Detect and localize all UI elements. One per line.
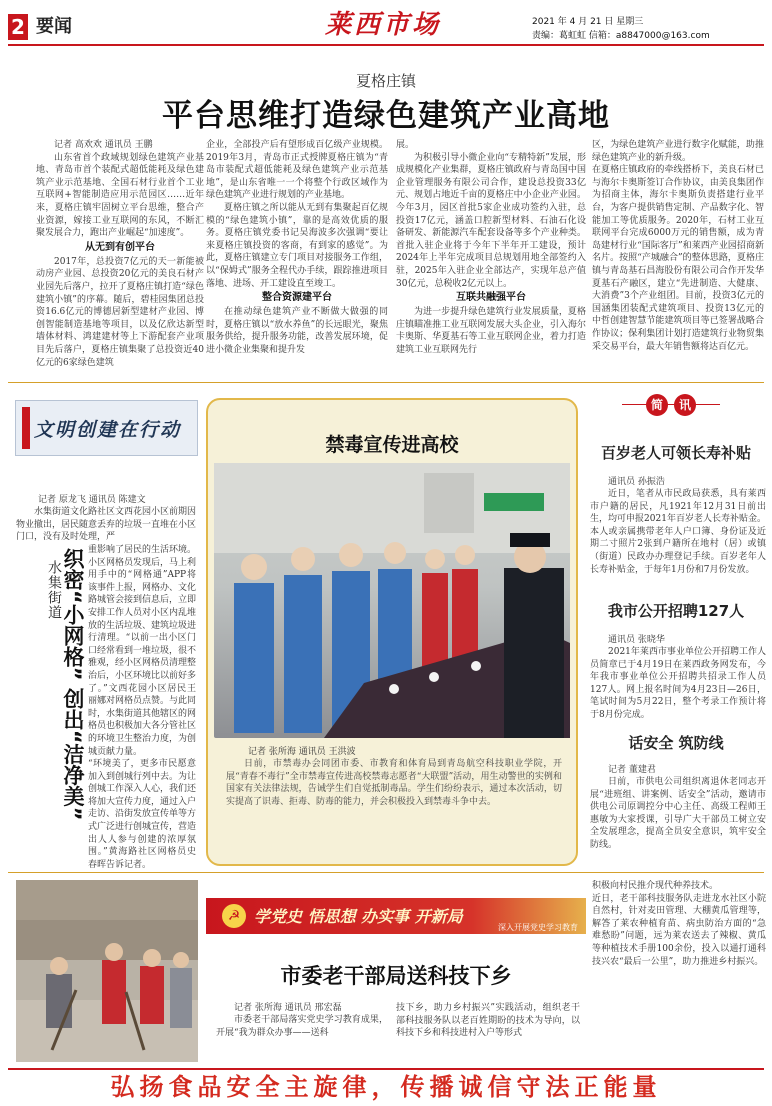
lead-column-4: 区，为绿色建筑产业进行数字化赋能，助推绿色建筑产业的新升级。 在夏格庄镇政府的牵线搭桥下，美良石材已与海尔卡奥斯签订合作协议，由美良集团作为招商主体，海尔卡奥斯负责搭建行业平台，为客户提供销售定制、产品数字化、智能加工等优质服务。2020年，石材工业互联网平台完成6000万元的销售额，成为青岛建材行业“国际客厅”和莱西产业园招商新名片。按照“产城融合”的整体思路，夏格庄镇与青岛基石昌海股份有限公司合作开发华夏基石产融区，建立“先进制造、大健康、大消费”3个产业组团。目前，投资3亿元的国涵集团装配式建筑项目、投资13亿元的中哲创建智慧节能建筑项目等已签署战略合作协议；保利集团计划打造建筑行业物贸集采交易平台，最大年销售额将达百亿元。 xyxy=(592,140,764,352)
campaign-banner-deco xyxy=(22,407,30,449)
lead-kicker: 夏格庄镇 xyxy=(355,72,416,90)
brief-body-1: 近日，笔者从市民政局获悉，具有莱西市户籍的居民，凡1921年12月31日前出生，均可申报2021年百岁老人长寿补贴金。本人或亲属携带老年人户口簿、身份证及近期二寸照片2张到户籍所在地村（居）或镇（街道）民政办办理登记手续。百岁老年人长寿补贴金，于每年1月份和7月份发放。 xyxy=(590,489,766,575)
party-byline: 记者 张所海 通讯员 邢宏磊 xyxy=(234,1003,342,1013)
lead-column-1 xyxy=(36,139,204,375)
brief-body-3: 日前，市供电公司组织离退休老同志开展“进班组、讲案例、话安全”活动，邀请市供电公司原调控分中心主任、高级工程师王惠敏为大家授课，引导广大干部员工树立安全发展理念，提高全员安全意识，筑牢安全防线。 xyxy=(590,777,766,850)
campaign-banner xyxy=(15,400,198,456)
campaign-vertical-kicker: 水集街道 xyxy=(46,560,62,620)
lead-col3-bottom: 为进一步提升绿色建筑行业发展质量，夏格庄镇瞄准推工业互联网发展大头企业，引入海尔卡奥斯、华夏基石等工业互联网企业，着力打造建筑工业互联网先行 xyxy=(396,307,586,355)
page-number-badge: 2 xyxy=(8,14,28,40)
footer-slogan: 弘扬食品安全主旋律，传播诚信守法正能量 xyxy=(110,1072,662,1101)
lead-col1-top: 山东省首个政域规划绿色建筑产业基地、青岛市首个装配式超低能耗及绿色建筑产业示范基地、全国石材行业首个工业互联网+智能制造应用示范园区……近年来，夏格庄镇牢固树立平台思维，整合产业资源，嫁接工业互联网的东风，不断汇聚发展合力，跑出产业崛起“加速度”。 xyxy=(36,152,204,239)
party-slogan: 学党史 悟思想 办实事 开新局 xyxy=(254,907,463,926)
lead-subhead-1: 从无到有创平台 xyxy=(85,241,155,253)
feature-byline: 记者 张所海 通讯员 王洪波 xyxy=(248,747,356,757)
campaign-vertical-headline: 织密“小网格” 创出“洁净美” xyxy=(61,548,85,821)
brief-title-1: 百岁老人可领长寿补贴 xyxy=(600,444,751,462)
lead-subhead-3: 互联共融强平台 xyxy=(456,292,526,304)
lead-col2-mid: 夏格庄镇之所以能从无到有集聚起百亿规模的“绿色建筑小镇”，靠的是高效优质的服务。夏格庄镇党委书记吴海波多次强调“要让来夏格庄镇投资的客商，有到家的感觉”。为此，夏格庄镇建立专门项目对接服务工作组，以“保姆式”服务全程代办手续，跟踪推进项目落地、进场、开工建设直至竣工。 xyxy=(206,202,388,289)
lead-col3-mid: 为积极引导小微企业向“专精特新”发展，形成规模化产业集群，夏格庄镇政府与青岛国中国企业管理服务有限公司合作，建设总投资33亿元、规划占地近千亩的夏格庄中小企业产业园。今年3月，园区首批5家企业成功签约入驻，总投资17亿元，涵盖口腔新型材料、石油石化设备研发、新能源汽车配套设备等多个产业种类。首批入驻企业将于今年下半年开工建设，预计2024年上半年完成项目总规划用地全部签约入驻，2025年入驻企业全部达产，实现年总产值30亿元，总税收2亿元以上。 xyxy=(396,152,586,289)
volunteer-photo xyxy=(16,880,198,1062)
brief-title-2: 我市公开招聘127人 xyxy=(607,602,745,620)
party-col3: 积极向村民推介现代种养技术。 近日，老干部科技服务队走进龙水社区小院自然村，针对麦田管理、大棚黄瓜管理等，解答了莱农种植育苗、病虫防治方面的“急难愁盼”问题，远为莱农送去了辣椒、黄瓜等种植技术手册100余份，投入以通打通科技兴农“最后一公里”，助力推进乡村振兴。 xyxy=(592,881,766,967)
feature-photo xyxy=(214,463,570,738)
section-divider xyxy=(8,382,764,383)
briefs-badge-left: 简 xyxy=(646,394,668,416)
brief-byline-2: 通讯员 张晓华 xyxy=(608,635,665,645)
header-rule xyxy=(8,44,764,46)
briefs-badge xyxy=(622,392,720,418)
party-col2: 技下乡，助力乡村振兴”实践活动，组织老干部科技服务队以老百姓期盼的技术为导向，以科技下乡和科技进村入户等形式 xyxy=(396,1003,580,1039)
lower-divider xyxy=(8,872,764,873)
campaign-banner-title: 文明创建在行动 xyxy=(34,419,182,441)
lead-col2-top: 企业，全部投产后有望形成百亿级产业规模。2019年3月，青岛市正式授牌夏格庄镇为“青岛市装配式超低能耗及绿色建筑产业示范基地”，是山东省唯一一个将整个行政区域作为绿色建筑产业进行规划的产业基地。 xyxy=(206,140,388,201)
party-headline: 市委老干部局送科技下乡 xyxy=(280,964,512,988)
masthead-logo: 莱西市场 xyxy=(325,10,442,40)
lead-column-2 xyxy=(206,139,388,375)
party-sub-slogan: 深入开展党史学习教育 xyxy=(498,923,578,932)
lead-headline: 平台思维打造绿色建筑产业高地 xyxy=(162,98,610,134)
brief-title-3: 话安全 筑防线 xyxy=(628,734,724,752)
feature-caption: 日前，市禁毒办会同团市委、市教育和体育局到青岛航空科技职业学院，开展“青春不毒行”全市禁毒宣传进高校禁毒志愿者“大联盟”活动，用生动警世的实例和国家有关法律法规，告诫学生们自觉抵制毒品。学生们纷纷表示，通过本次活动，切实提高了识毒、拒毒、防毒的能力，并会积极投入到禁毒斗争中去。 xyxy=(226,759,562,807)
lead-col3-top: 展。 xyxy=(396,140,415,150)
lead-col1-bottom: 2017年，总投资7亿元的天一新能被动房产业园、总投资20亿元的美良石材产业园先后落户，拉开了夏格庄镇打造“绿色建筑小镇”的序幕。随后，碧桂园集团总投资16.6亿元的博德居新型建材产业园、博创智能制造基地等项目，以及亿欣达新型墙体材料、鸿建建材等上下游配套产业项目先后落户，夏格庄镇集聚了总投资近40亿元的6家绿色建筑 xyxy=(36,256,204,368)
campaign-body-top: 水集街道文化路社区文西花园小区前期因物业撤出，居民随意丢弃的垃圾一直堆在小区门口，没有及时处理，严 xyxy=(16,507,197,543)
lead-byline: 记者 高欢欢 通讯员 王鹏 xyxy=(54,140,153,150)
party-banner xyxy=(206,898,586,934)
party-col1: 市委老干部局落实党史学习教育成果，开展“我为群众办事——送科 xyxy=(216,1015,388,1038)
lead-col2-bottom: 在推动绿色建筑产业不断做大做强的同时，夏格庄镇以“放水养鱼”的长远眼光，聚焦服务供给，提升服务功能，改善发展环境，促进小微企业集聚和提升发 xyxy=(206,307,388,355)
footer-rule xyxy=(8,1068,764,1070)
campaign-byline: 记者 原龙飞 通讯员 陈建文 xyxy=(38,495,146,505)
brief-byline-1: 通讯员 孙振浩 xyxy=(608,477,665,487)
brief-body-2: 2021年莱西市事业单位公开招聘工作人员简章已于4月19日在莱西政务网发布，今年我市事业单位公开招聘共招录工作人员127人。网上报名时间为4月23日—26日，笔试时间为5月22日，整个考录工作预计将于8月份完成。 xyxy=(590,647,766,720)
campaign-body-narrow: 重影响了居民的生活环境。小区网格员发现后，马上利用手中的“网格通”APP将该事件上报，网格办、文化路城管会接到信息后，立即安排工作人员对小区内乱堆放的生活垃圾、建筑垃圾进行清理。“以前一出小区门口经常看到一堆垃圾，很不雅观，经小区网格员清理整治后，小区环境比以前好多了。”文西花园小区居民王丽娜对网格员点赞。与此同时，水集街道其他辖区的网格员也积极加大各分管社区的环境卫生整治力度，为创城贡献力量。 “环境美了，更多市民愿意加入到创城行列中去。为让创城工作深入人心，我们还将加大宣传力度，通过入户走访、沿街发放宣传单等方式广泛进行创城宣传，营造出人人参与创建的浓厚氛围。”黄海路社区网格员史春晖告诉记者。 xyxy=(88,545,197,870)
issue-date: 2021 年 4 月 21 日 星期三 xyxy=(532,17,644,27)
lead-subhead-2: 整合资源建平台 xyxy=(262,292,332,304)
party-emblem-icon: ☭ xyxy=(222,904,246,928)
lead-column-3 xyxy=(396,139,586,375)
feature-title: 禁毒宣传进高校 xyxy=(325,434,459,456)
brief-byline-3: 记者 董建君 xyxy=(608,765,656,775)
briefs-badge-right: 讯 xyxy=(674,394,696,416)
editor-line: 责编：葛虹虹 信箱：a8847000@163.com xyxy=(532,31,710,41)
section-name: 要闻 xyxy=(36,16,72,37)
